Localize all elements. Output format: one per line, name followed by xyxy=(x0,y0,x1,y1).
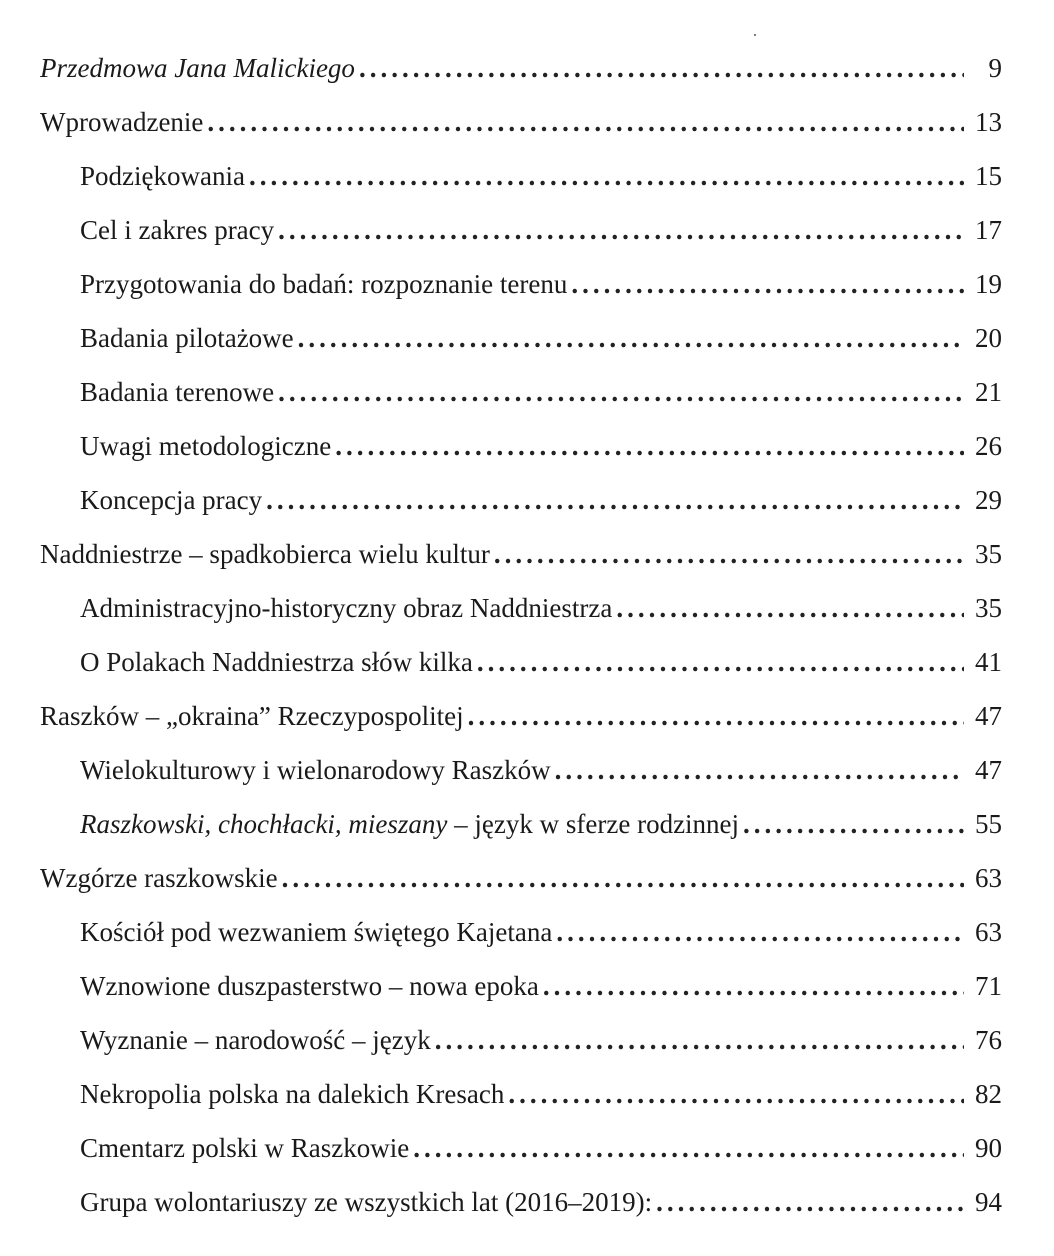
toc-entry-wprowadzenie[interactable] xyxy=(40,102,1002,142)
toc-entry-o-polakach[interactable] xyxy=(80,642,1002,682)
toc-entry-title: Kościół pod wezwaniem świętego Kajetana xyxy=(80,917,553,947)
toc-entry-wielokulturowy-raszkow[interactable] xyxy=(80,750,1002,790)
dot-leader xyxy=(556,912,964,952)
toc-entry-page: 35 xyxy=(975,539,1002,569)
toc-entry-title: Koncepcja pracy xyxy=(80,485,263,515)
toc-entry-jezyk-w-sferze-rodzinnej[interactable] xyxy=(80,804,1002,844)
toc-entry-grupa-wolontariuszy[interactable] xyxy=(80,1182,1002,1222)
toc-entry-page: 82 xyxy=(975,1079,1002,1109)
dot-leader xyxy=(543,966,964,1006)
dot-leader xyxy=(335,426,964,466)
toc-entry-title: Wzgórze raszkowskie xyxy=(40,863,278,893)
toc-entry-badania-pilotazowe[interactable] xyxy=(80,318,1002,358)
toc-entry-przedmowa[interactable] xyxy=(40,48,1002,88)
toc-entry-cmentarz-polski[interactable] xyxy=(80,1128,1002,1168)
dot-leader xyxy=(494,534,964,574)
dot-leader xyxy=(468,696,964,736)
toc-entry-title: Cel i zakres pracy xyxy=(80,215,275,245)
toc-entry-page: 29 xyxy=(975,485,1002,515)
toc-entry-podziekowania[interactable] xyxy=(80,156,1002,196)
dot-leader xyxy=(616,588,964,628)
toc-entry-page: 26 xyxy=(975,431,1002,461)
toc-entry-title xyxy=(80,804,739,844)
dot-leader xyxy=(413,1128,964,1168)
dot-leader xyxy=(555,750,964,790)
toc-entry-page: 76 xyxy=(975,1025,1002,1055)
toc-entry-page: 21 xyxy=(975,377,1002,407)
toc-entry-page: 94 xyxy=(975,1187,1002,1217)
toc-entry-nekropolia[interactable] xyxy=(80,1074,1002,1114)
toc-entry-obraz-naddniestrza[interactable] xyxy=(80,588,1002,628)
toc-entry-title: Naddniestrze – spadkobierca wielu kultur xyxy=(40,539,490,569)
toc-entry-page: 47 xyxy=(975,755,1002,785)
toc-entry-wyznanie-narodowosc-jezyk[interactable] xyxy=(80,1020,1002,1060)
toc-entry-page: 17 xyxy=(975,215,1002,245)
toc-entry-title: Przygotowania do badań: rozpoznanie terenu xyxy=(80,269,568,299)
toc-entry-naddniestrze[interactable] xyxy=(40,534,1002,574)
toc-entry-page: 47 xyxy=(975,701,1002,731)
toc-entry-page: 63 xyxy=(975,917,1002,947)
toc-entry-page: 20 xyxy=(975,323,1002,353)
toc-entry-title: Wznowione duszpasterstwo – nowa epoka xyxy=(80,971,539,1001)
dot-leader xyxy=(656,1182,964,1222)
toc-entry-page: 55 xyxy=(975,809,1002,839)
toc-entry-title: Nekropolia polska na dalekich Kresach xyxy=(80,1079,505,1109)
toc-entry-title: Badania terenowe xyxy=(80,377,275,407)
toc-entry-wznowione-duszpasterstwo[interactable] xyxy=(80,966,1002,1006)
toc-entry-title: Wielokulturowy i wielonarodowy Raszków xyxy=(80,755,551,785)
dot-leader xyxy=(278,372,964,412)
dot-leader xyxy=(435,1020,964,1060)
toc-entry-title: Grupa wolontariuszy ze wszystkich lat (2016–2019): xyxy=(80,1187,653,1217)
toc-entry-title: Administracyjno-historyczny obraz Naddniestrza xyxy=(80,593,613,623)
toc-entry-title: Wyznanie – narodowość – język xyxy=(80,1025,431,1055)
toc-entry-title-rest: – język w sferze rodzinnej xyxy=(447,809,740,839)
toc-entry-title: Uwagi metodologiczne xyxy=(80,431,332,461)
dot-leader xyxy=(571,264,964,304)
toc-entry-page: 19 xyxy=(975,269,1002,299)
toc-entry-przygotowania[interactable] xyxy=(80,264,1002,304)
toc-entry-page: 41 xyxy=(975,647,1002,677)
toc-entry-page: 35 xyxy=(975,593,1002,623)
scan-speck xyxy=(754,34,756,36)
toc-entry-kosciol[interactable] xyxy=(80,912,1002,952)
toc-entry-title-italic: Raszkowski, chochłacki, mieszany xyxy=(80,809,448,839)
toc-entry-title: Cmentarz polski w Raszkowie xyxy=(80,1133,410,1163)
toc-entry-title: Wprowadzenie xyxy=(40,107,204,137)
toc-entry-raszkow-okraina[interactable] xyxy=(40,696,1002,736)
toc-entry-page: 71 xyxy=(975,971,1002,1001)
toc-entry-page: 13 xyxy=(975,107,1002,137)
toc-entry-cel-i-zakres[interactable] xyxy=(80,210,1002,250)
toc-entry-page: 15 xyxy=(975,161,1002,191)
dot-leader xyxy=(508,1074,964,1114)
toc-entry-page: 9 xyxy=(988,53,1002,83)
dot-leader xyxy=(249,156,964,196)
toc-entry-title: Badania pilotażowe xyxy=(80,323,294,353)
dot-leader xyxy=(477,642,964,682)
dot-leader xyxy=(359,48,964,88)
toc-entry-uwagi-metodologiczne[interactable] xyxy=(80,426,1002,466)
dot-leader xyxy=(282,858,964,898)
toc-entry-title: Przedmowa Jana Malickiego xyxy=(40,53,355,83)
toc-entry-title: Raszków – „okraina” Rzeczypospolitej xyxy=(40,701,464,731)
toc-entry-title: O Polakach Naddniestrza słów kilka xyxy=(80,647,473,677)
dot-leader xyxy=(266,480,964,520)
toc-entry-koncepcja-pracy[interactable] xyxy=(80,480,1002,520)
dot-leader xyxy=(743,804,964,844)
toc-entry-page: 90 xyxy=(975,1133,1002,1163)
toc-entry-wzgorze-raszkowskie[interactable] xyxy=(40,858,1002,898)
dot-leader xyxy=(298,318,964,358)
dot-leader xyxy=(278,210,964,250)
toc-entry-title: Podziękowania xyxy=(80,161,245,191)
toc-entry-badania-terenowe[interactable] xyxy=(80,372,1002,412)
dot-leader xyxy=(207,102,964,142)
toc-entry-page: 63 xyxy=(975,863,1002,893)
